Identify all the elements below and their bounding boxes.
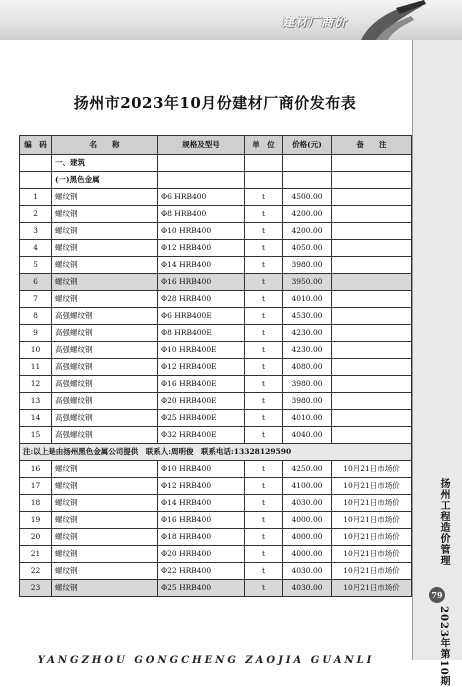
cell-unit: t [245, 580, 283, 597]
cell-name: 螺纹钢 [52, 529, 158, 546]
table-row [20, 546, 412, 563]
cell-name: 螺纹钢 [52, 461, 158, 478]
cell-spec: Φ16 HRB400E [158, 376, 245, 393]
cell-unit: t [245, 512, 283, 529]
cell-name: 高强螺纹钢 [52, 325, 158, 342]
cell-code: 5 [20, 257, 52, 274]
cell-name: 螺纹钢 [52, 478, 158, 495]
price-table [19, 135, 412, 597]
cell-code: 13 [20, 393, 52, 410]
cell-spec: Φ32 HRB400E [158, 427, 245, 444]
table-row [20, 563, 412, 580]
col-header-name: 名 称 [52, 136, 158, 155]
pen-hand-icon [356, 0, 426, 40]
cell-note: 10月21日市场价 [332, 546, 412, 563]
cell-note [332, 359, 412, 376]
cell-name: 高强螺纹钢 [52, 376, 158, 393]
cell-spec: Φ6 HRB400E [158, 308, 245, 325]
table-row [20, 393, 412, 410]
magazine-name: 扬州工程造价管理 [438, 478, 449, 566]
cell-spec: Φ16 HRB400 [158, 274, 245, 291]
cell-note: 10月21日市场价 [332, 529, 412, 546]
cell-note [332, 189, 412, 206]
cell-name: 高强螺纹钢 [52, 393, 158, 410]
cell-name: 螺纹钢 [52, 189, 158, 206]
table-row [20, 580, 412, 597]
cell-price: 4080.00 [283, 359, 332, 376]
cell-name: 高强螺纹钢 [52, 359, 158, 376]
cell-code: 12 [20, 376, 52, 393]
table-row [20, 376, 412, 393]
cell-unit: t [245, 529, 283, 546]
cell-price: 4530.00 [283, 308, 332, 325]
table-row [20, 342, 412, 359]
cell-price: 4050.00 [283, 240, 332, 257]
cell-unit: t [245, 410, 283, 427]
cell-spec: Φ8 HRB400 [158, 206, 245, 223]
cell-code: 19 [20, 512, 52, 529]
cell-note [332, 376, 412, 393]
cell-spec: Φ10 HRB400 [158, 223, 245, 240]
table-row [20, 257, 412, 274]
cell-note [332, 206, 412, 223]
cell-code: 6 [20, 274, 52, 291]
cell-name: 螺纹钢 [52, 274, 158, 291]
cell-code: 4 [20, 240, 52, 257]
cell-price: 4100.00 [283, 478, 332, 495]
table-row [20, 495, 412, 512]
cell-unit: t [245, 461, 283, 478]
cell-note [332, 291, 412, 308]
cell-name: 螺纹钢 [52, 546, 158, 563]
cell-note [332, 223, 412, 240]
side-divider [412, 40, 413, 660]
cell-code: 10 [20, 342, 52, 359]
cell-price: 4200.00 [283, 206, 332, 223]
col-header-price: 价格(元) [283, 136, 332, 155]
table-row [20, 359, 412, 376]
cell-spec: Φ20 HRB400E [158, 393, 245, 410]
cell-unit: t [245, 223, 283, 240]
cell-code: 23 [20, 580, 52, 597]
cell-price: 3980.00 [283, 393, 332, 410]
cell-price: 4230.00 [283, 325, 332, 342]
cell-name: 螺纹钢 [52, 291, 158, 308]
cell-unit: t [245, 308, 283, 325]
cell-price: 4000.00 [283, 546, 332, 563]
cell-note [332, 240, 412, 257]
cell-price: 4200.00 [283, 223, 332, 240]
cell-note [332, 410, 412, 427]
page-number: 79 [429, 587, 445, 603]
cell-spec: Φ6 HRB400 [158, 189, 245, 206]
table-row [20, 308, 412, 325]
table-row [20, 512, 412, 529]
table-row [20, 529, 412, 546]
cell-spec: Φ18 HRB400 [158, 529, 245, 546]
table-row [20, 427, 412, 444]
col-header-spec: 规格及型号 [158, 136, 245, 155]
table-row [20, 478, 412, 495]
table-row [20, 274, 412, 291]
cell-code: 1 [20, 189, 52, 206]
cell-code: 16 [20, 461, 52, 478]
cell-code: 14 [20, 410, 52, 427]
cell-name: 螺纹钢 [52, 240, 158, 257]
issue-label: 2023年第10期 [438, 606, 449, 687]
cell-code: 2 [20, 206, 52, 223]
cell-unit: t [245, 189, 283, 206]
cell-price: 4250.00 [283, 461, 332, 478]
cell-code: 8 [20, 308, 52, 325]
supplier-note: 注:以上是由扬州黑色金属公司提供 联系人:周明俊 联系电话:13328129590 [20, 444, 412, 461]
cell-price: 4040.00 [283, 427, 332, 444]
cell-note: 10月21日市场价 [332, 580, 412, 597]
cell-unit: t [245, 342, 283, 359]
cell-name: 螺纹钢 [52, 223, 158, 240]
cell-price: 4030.00 [283, 563, 332, 580]
cell-note: 10月21日市场价 [332, 478, 412, 495]
cell-unit: t [245, 291, 283, 308]
cell-spec: Φ16 HRB400 [158, 512, 245, 529]
cell-spec: Φ22 HRB400 [158, 563, 245, 580]
table-header-row [20, 136, 412, 155]
cell-price: 4030.00 [283, 495, 332, 512]
cell-name: 螺纹钢 [52, 512, 158, 529]
cell-note: 10月21日市场价 [332, 563, 412, 580]
cell-code: 18 [20, 495, 52, 512]
cell-code: 22 [20, 563, 52, 580]
cell-price: 4030.00 [283, 580, 332, 597]
table-row [20, 240, 412, 257]
cell-name: 螺纹钢 [52, 580, 158, 597]
cell-spec: Φ12 HRB400E [158, 359, 245, 376]
cell-unit: t [245, 325, 283, 342]
cell-spec: Φ10 HRB400E [158, 342, 245, 359]
table-row [20, 189, 412, 206]
cell-price: 3950.00 [283, 274, 332, 291]
section-row [20, 155, 412, 172]
cell-spec: Φ28 HRB400 [158, 291, 245, 308]
cell-unit: t [245, 546, 283, 563]
cell-code: 9 [20, 325, 52, 342]
cell-unit: t [245, 257, 283, 274]
cell-spec: Φ14 HRB400 [158, 257, 245, 274]
col-header-note: 备 注 [332, 136, 412, 155]
cell-price: 4000.00 [283, 529, 332, 546]
cell-unit: t [245, 206, 283, 223]
cell-code: 15 [20, 427, 52, 444]
cell-unit: t [245, 563, 283, 580]
cell-name: 高强螺纹钢 [52, 342, 158, 359]
cell-note [332, 342, 412, 359]
cell-note [332, 308, 412, 325]
cell-name: 螺纹钢 [52, 563, 158, 580]
cell-note [332, 325, 412, 342]
cell-price: 3980.00 [283, 376, 332, 393]
cell-note [332, 393, 412, 410]
cell-name: 螺纹钢 [52, 495, 158, 512]
side-strip [412, 40, 462, 660]
cell-spec: Φ20 HRB400 [158, 546, 245, 563]
cell-code: 21 [20, 546, 52, 563]
cell-spec: Φ10 HRB400 [158, 461, 245, 478]
cell-name: 螺纹钢 [52, 206, 158, 223]
cell-price: 3980.00 [283, 257, 332, 274]
cell-note: 10月21日市场价 [332, 461, 412, 478]
cell-spec: Φ8 HRB400E [158, 325, 245, 342]
cell-price: 4010.00 [283, 410, 332, 427]
cell-unit: t [245, 393, 283, 410]
page-title: 扬州市2023年10月份建材厂商价发布表 [73, 94, 357, 112]
cell-note [332, 257, 412, 274]
cell-price: 4500.00 [283, 189, 332, 206]
header-logo-text: 建材厂商价 [282, 15, 348, 29]
table-row [20, 223, 412, 240]
cell-note [332, 427, 412, 444]
cell-unit: t [245, 359, 283, 376]
table-row [20, 206, 412, 223]
cell-code: 17 [20, 478, 52, 495]
col-header-unit: 单 位 [245, 136, 283, 155]
cell-note [332, 274, 412, 291]
table-row [20, 410, 412, 427]
cell-unit: t [245, 427, 283, 444]
cell-spec: Φ12 HRB400 [158, 240, 245, 257]
col-header-code: 编 码 [20, 136, 52, 155]
cell-note: 10月21日市场价 [332, 512, 412, 529]
cell-code: 20 [20, 529, 52, 546]
cell-note: 10月21日市场价 [332, 495, 412, 512]
cell-unit: t [245, 478, 283, 495]
subsection-row [20, 172, 412, 189]
cell-price: 4000.00 [283, 512, 332, 529]
cell-name: 高强螺纹钢 [52, 427, 158, 444]
cell-unit: t [245, 376, 283, 393]
cell-unit: t [245, 495, 283, 512]
cell-spec: Φ25 HRB400 [158, 580, 245, 597]
subsection-label: (一)黑色金属 [52, 172, 158, 189]
table-row [20, 325, 412, 342]
cell-price: 4010.00 [283, 291, 332, 308]
cell-code: 11 [20, 359, 52, 376]
section-label: 一、建筑 [52, 155, 158, 172]
cell-code: 3 [20, 223, 52, 240]
cell-name: 高强螺纹钢 [52, 410, 158, 427]
cell-name: 螺纹钢 [52, 257, 158, 274]
table-row [20, 461, 412, 478]
supplier-note-row [20, 444, 412, 461]
cell-unit: t [245, 274, 283, 291]
cell-price: 4230.00 [283, 342, 332, 359]
cell-spec: Φ25 HRB400E [158, 410, 245, 427]
cell-name: 高强螺纹钢 [52, 308, 158, 325]
cell-spec: Φ12 HRB400 [158, 478, 245, 495]
footer-text: YANGZHOU GONGCHENG ZAOJIA GUANLI [37, 655, 375, 666]
table-row [20, 291, 412, 308]
cell-spec: Φ14 HRB400 [158, 495, 245, 512]
cell-code: 7 [20, 291, 52, 308]
cell-unit: t [245, 240, 283, 257]
